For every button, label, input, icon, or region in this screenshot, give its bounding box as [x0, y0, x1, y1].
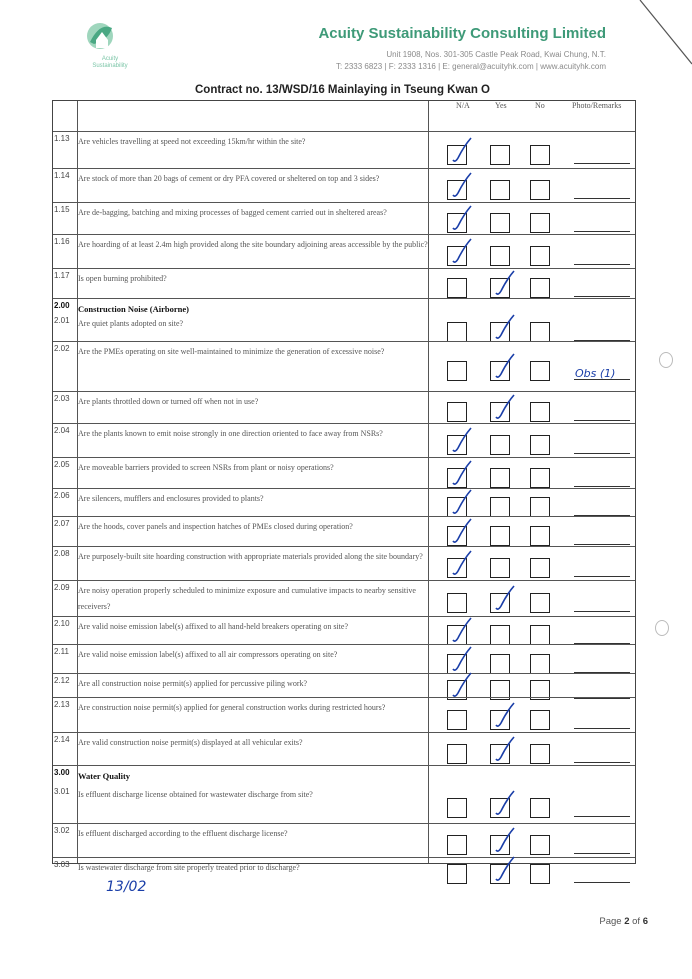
- na-checkbox[interactable]: [447, 710, 467, 730]
- checklist-row: [53, 168, 635, 203]
- no-checkbox[interactable]: [530, 180, 550, 200]
- item-number: 3.01: [54, 787, 70, 796]
- question-text: Are the PMEs operating on site well-maintained to minimize the generation of excessive noise?: [78, 347, 385, 356]
- item-number: 2.12: [54, 676, 70, 685]
- item-number: 2.03: [54, 394, 70, 403]
- check-mark-icon: [451, 549, 477, 579]
- na-checkbox[interactable]: [447, 361, 467, 381]
- item-number: 3.00: [54, 768, 70, 777]
- question-text: Are vehicles travelling at speed not exceeding 15km/hr within the site?: [78, 137, 306, 146]
- no-checkbox[interactable]: [530, 402, 550, 422]
- contract-title: Contract no. 13/WSD/16 Mainlaying in Tseung Kwan O: [195, 84, 490, 96]
- item-number: 2.00: [54, 301, 70, 310]
- item-number: 2.06: [54, 491, 70, 500]
- item-number: 2.08: [54, 549, 70, 558]
- checklist-row: [53, 616, 635, 645]
- check-mark-icon: [494, 826, 520, 856]
- na-checkbox[interactable]: [447, 744, 467, 764]
- punch-hole: [655, 620, 669, 636]
- no-checkbox[interactable]: [530, 278, 550, 298]
- remark-text: Obs (1): [575, 367, 616, 380]
- question-text: Are noisy operation properly scheduled to minimize exposure and cumulative impacts to nearby sensitive receivers?: [78, 586, 416, 611]
- handwritten-date: 13/02: [106, 879, 147, 895]
- yes-checkbox[interactable]: [490, 558, 510, 578]
- checklist-row: [53, 423, 635, 458]
- checklist-row: [53, 314, 635, 341]
- item-number: 2.09: [54, 583, 70, 592]
- item-number: 2.13: [54, 700, 70, 709]
- check-mark-icon: [494, 393, 520, 423]
- section-title: Construction Noise (Airborne): [78, 304, 189, 314]
- no-checkbox[interactable]: [530, 798, 550, 818]
- remarks-line[interactable]: [574, 453, 630, 454]
- no-checkbox[interactable]: [530, 435, 550, 455]
- question-text: Are moveable barriers provided to screen NSRs from plant or noisy operations?: [78, 463, 334, 472]
- remarks-line[interactable]: [574, 198, 630, 199]
- checklist-row: [53, 644, 635, 674]
- checklist-table: [52, 100, 636, 872]
- punch-hole: [659, 352, 673, 368]
- yes-checkbox[interactable]: [490, 246, 510, 266]
- remarks-line[interactable]: [574, 486, 630, 487]
- yes-checkbox[interactable]: [490, 145, 510, 165]
- checklist-row: [53, 131, 635, 169]
- no-checkbox[interactable]: [530, 145, 550, 165]
- question-text: Are construction noise permit(s) applied for general construction works during restricted hours?: [78, 703, 386, 712]
- yes-checkbox[interactable]: [490, 213, 510, 233]
- check-mark-icon: [451, 459, 477, 489]
- checklist-row: [53, 785, 635, 823]
- no-checkbox[interactable]: [530, 558, 550, 578]
- item-number: 1.16: [54, 237, 70, 246]
- check-mark-icon: [451, 237, 477, 267]
- question-text: Is effluent discharged according to the effluent discharge license?: [78, 829, 288, 838]
- section-row: [53, 765, 635, 786]
- checklist-row: [53, 516, 635, 547]
- header-yes: Yes: [495, 101, 507, 110]
- header-remarks: Photo/Remarks: [572, 101, 622, 110]
- question-text: Are valid construction noise permit(s) displayed at all vehicular exits?: [78, 738, 303, 747]
- check-mark-icon: [451, 204, 477, 234]
- check-mark-icon: [494, 269, 520, 299]
- checklist-row: [53, 697, 635, 733]
- na-checkbox[interactable]: [447, 322, 467, 342]
- no-checkbox[interactable]: [530, 835, 550, 855]
- checklist-row: [53, 391, 635, 424]
- item-number: 1.15: [54, 205, 70, 214]
- logo-text: Acuity Sustainability: [92, 56, 128, 69]
- item-number: 3.02: [54, 826, 70, 835]
- yes-checkbox[interactable]: [490, 625, 510, 645]
- question-text: Are purposely-built site hoarding construction with appropriate materials provided along the site boundary?: [78, 552, 423, 561]
- yes-checkbox[interactable]: [490, 497, 510, 517]
- checklist-row: [53, 546, 635, 581]
- question-text: Are all construction noise permit(s) applied for percussive piling work?: [78, 679, 308, 688]
- checklist-row: [53, 673, 635, 698]
- no-checkbox[interactable]: [530, 246, 550, 266]
- yes-checkbox[interactable]: [490, 654, 510, 674]
- item-number: 2.10: [54, 619, 70, 628]
- header-na: N/A: [456, 101, 470, 110]
- na-checkbox[interactable]: [447, 864, 467, 884]
- company-address: Unit 1908, Nos. 301-305 Castle Peak Road, Kwai Chung, N.T.: [386, 50, 606, 59]
- checklist-row: [53, 268, 635, 299]
- item-number: 2.07: [54, 519, 70, 528]
- no-checkbox[interactable]: [530, 710, 550, 730]
- checklist-row: [53, 202, 635, 235]
- na-checkbox[interactable]: [447, 402, 467, 422]
- no-checkbox[interactable]: [530, 654, 550, 674]
- no-checkbox[interactable]: [530, 526, 550, 546]
- item-number: 1.13: [54, 134, 70, 143]
- check-mark-icon: [494, 701, 520, 731]
- check-mark-icon: [451, 488, 477, 518]
- check-mark-icon: [451, 517, 477, 547]
- remarks-line[interactable]: [574, 576, 630, 577]
- question-text: Are stock of more than 20 bags of cement or dry PFA covered or sheltered on top and 3 sides?: [78, 174, 380, 183]
- item-number: 2.01: [54, 316, 70, 325]
- no-checkbox[interactable]: [530, 744, 550, 764]
- checklist-row: [53, 488, 635, 517]
- no-checkbox[interactable]: [530, 864, 550, 884]
- no-checkbox[interactable]: [530, 361, 550, 381]
- yes-checkbox[interactable]: [490, 435, 510, 455]
- remarks-line[interactable]: [574, 163, 630, 164]
- question-text: Are de-bagging, batching and mixing processes of bagged cement carried out in sheltered areas?: [78, 208, 387, 217]
- checklist-row: [53, 732, 635, 766]
- no-checkbox[interactable]: [530, 322, 550, 342]
- question-text: Is effluent discharge license obtained for wastewater discharge from site?: [78, 790, 313, 799]
- remarks-line[interactable]: [574, 816, 630, 817]
- remarks-line[interactable]: [574, 264, 630, 265]
- question-text: Are hoarding of at least 2.4m high provided along the site boundary adjoining areas accessible by the public?: [78, 240, 428, 249]
- item-number: 2.11: [54, 647, 69, 656]
- header-no: No: [535, 101, 545, 110]
- remarks-line[interactable]: [574, 420, 630, 421]
- check-mark-icon: [494, 352, 520, 382]
- item-number: 3.03: [54, 860, 70, 869]
- question-text: Are quiet plants adopted on site?: [78, 319, 184, 328]
- item-number: 2.14: [54, 735, 70, 744]
- no-checkbox[interactable]: [530, 625, 550, 645]
- no-checkbox[interactable]: [530, 497, 550, 517]
- no-checkbox[interactable]: [530, 213, 550, 233]
- question-text: Is wastewater discharge from site properly treated prior to discharge?: [78, 863, 300, 872]
- yes-checkbox[interactable]: [490, 468, 510, 488]
- question-text: Are silencers, mufflers and enclosures provided to plants?: [78, 494, 264, 503]
- check-mark-icon: [451, 171, 477, 201]
- question-text: Is open burning prohibited?: [78, 274, 167, 283]
- yes-checkbox[interactable]: [490, 526, 510, 546]
- remarks-line[interactable]: [574, 296, 630, 297]
- na-checkbox[interactable]: [447, 835, 467, 855]
- checklist-row: [53, 341, 635, 392]
- page-number: Page 2 of 6: [599, 916, 648, 927]
- question-text: Are plants throttled down or turned off when not in use?: [78, 397, 259, 406]
- section-title: Water Quality: [78, 771, 131, 781]
- checklist-row: [53, 580, 635, 617]
- checklist-row: [53, 823, 635, 858]
- section-row: [53, 298, 635, 315]
- no-checkbox[interactable]: [530, 593, 550, 613]
- remarks-line[interactable]: [574, 611, 630, 612]
- page-corner-fold: [632, 0, 692, 70]
- no-checkbox[interactable]: [530, 468, 550, 488]
- company-name: Acuity Sustainability Consulting Limited: [318, 25, 606, 42]
- item-number: 2.05: [54, 460, 70, 469]
- check-mark-icon: [494, 735, 520, 765]
- checklist-row: [53, 457, 635, 489]
- remarks-line[interactable]: [574, 853, 630, 854]
- check-mark-icon: [494, 855, 520, 885]
- check-mark-icon: [451, 136, 477, 166]
- yes-checkbox[interactable]: [490, 180, 510, 200]
- question-text: Are valid noise emission label(s) affixed to all hand-held breakers operating on site?: [78, 622, 348, 631]
- check-mark-icon: [494, 313, 520, 343]
- question-text: Are valid noise emission label(s) affixed to all air compressors operating on site?: [78, 650, 338, 659]
- remarks-line[interactable]: [574, 762, 630, 763]
- na-checkbox[interactable]: [447, 593, 467, 613]
- checklist-row: [53, 857, 635, 872]
- check-mark-icon: [451, 426, 477, 456]
- item-number: 1.17: [54, 271, 70, 280]
- item-number: 2.04: [54, 426, 70, 435]
- remarks-line[interactable]: [574, 728, 630, 729]
- company-contact: T: 2333 6823 | F: 2333 1316 | E: general@acuityhk.com | www.acuityhk.com: [335, 62, 606, 71]
- na-checkbox[interactable]: [447, 798, 467, 818]
- remarks-line[interactable]: [574, 231, 630, 232]
- check-mark-icon: [494, 789, 520, 819]
- question-text: Are the plants known to emit noise strongly in one direction oriented to face away from NSRs?: [78, 429, 383, 438]
- checklist-row: [53, 234, 635, 269]
- item-number: 1.14: [54, 171, 70, 180]
- remarks-line[interactable]: [574, 544, 630, 545]
- na-checkbox[interactable]: [447, 278, 467, 298]
- check-mark-icon: [451, 616, 477, 646]
- item-number: 2.02: [54, 344, 70, 353]
- question-text: Are the hoods, cover panels and inspection hatches of PMEs closed during operation?: [78, 522, 353, 531]
- check-mark-icon: [494, 584, 520, 614]
- remarks-line[interactable]: [574, 882, 630, 883]
